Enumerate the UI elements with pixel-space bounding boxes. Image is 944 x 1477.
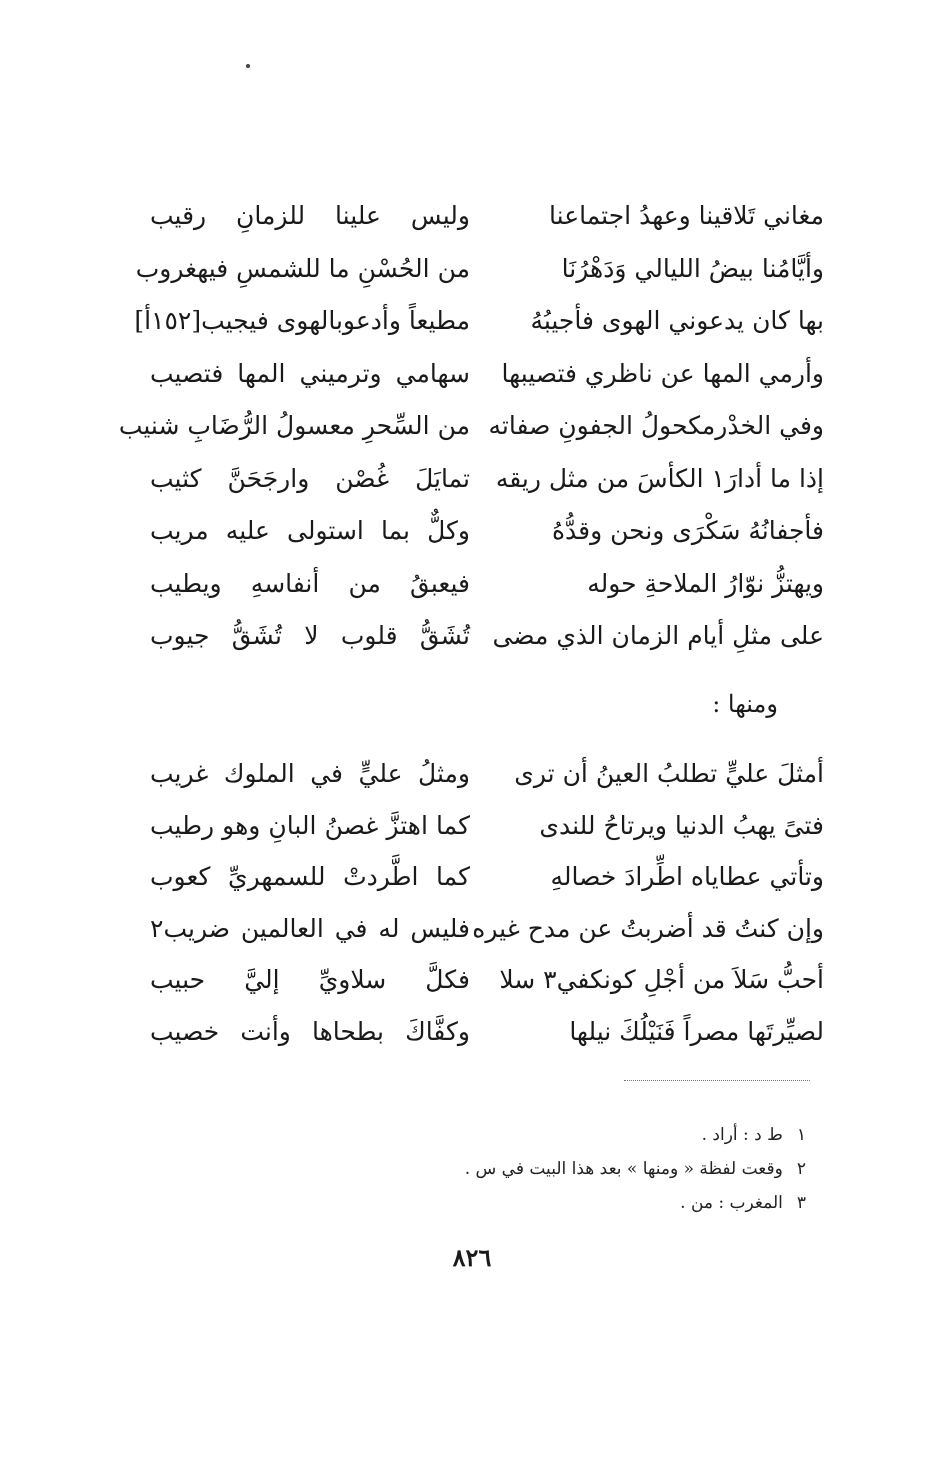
verse-first-hemistich: وفي الخدْرمكحولُ الجفونِ صفاته: [488, 411, 824, 440]
verse-first-hemistich: وإن كنتُ قد أضربتُ عن مدح غيره: [472, 913, 824, 943]
poem-stanza-2: [140, 754, 824, 1063]
footnote: [246, 1186, 806, 1220]
verse-first-hemistich: وأرمي المها عن ناظري فتصيبها: [501, 358, 824, 388]
verse-first-hemistich: مغاني تَلاقينا وعهدُ اجتماعنا: [549, 201, 824, 230]
verse-line: [140, 754, 824, 806]
verse-second-hemistich: تمايَلَ غُصْن وارجَحَنَّ كثيب: [150, 463, 470, 493]
verse-line: [140, 960, 824, 1012]
footnote: [246, 1152, 806, 1186]
verse-first-hemistich: لصيِّرتَها مصراً فَنَيْلُكَ نيلها: [569, 1016, 824, 1046]
ink-dot: [246, 64, 250, 68]
verse-first-hemistich: إذا ما أدارَ١ الكأسَ من مثل ريقه: [495, 463, 824, 493]
verse-first-hemistich: فتىً يهبُ الدنيا ويرتاحُ للندى: [539, 810, 824, 840]
verse-line: [135, 249, 824, 302]
verse-second-hemistich: من السِّحرِ معسولُ الرُّضَابِ شنيب: [118, 411, 470, 440]
verse-first-hemistich: وأيَّامُنا بيضُ الليالي وَدَهْرُنَا: [561, 253, 824, 283]
verse-line: [140, 909, 824, 961]
footnote-number: ٣: [796, 1193, 806, 1213]
verse-second-hemistich: وكلٌّ بما استولى عليه مريب: [150, 516, 470, 545]
verse-second-hemistich: ومثلُ عليٍّ في الملوك غريب: [150, 759, 470, 788]
footnote-number: ٢: [796, 1159, 806, 1179]
verse-second-hemistich: من الحُسْنِ ما للشمسِ فيهغروب: [135, 253, 470, 283]
verse-line: [140, 511, 824, 564]
verse-line: [134, 301, 824, 354]
footnote-separator: [624, 1080, 810, 1081]
verse-line: [140, 857, 824, 909]
footnote: [246, 1118, 806, 1152]
verse-second-hemistich: سهامي وترميني المها فتصيب: [150, 358, 470, 388]
footnote-text: وقعت لفظة « ومنها » بعد هذا البيت في س .: [464, 1159, 783, 1179]
verse-first-hemistich: بها كان يدعوني الهوى فأجيبُهُ: [530, 306, 824, 335]
verse-line: [140, 1012, 824, 1064]
verse-second-hemistich: كما اطَّردتْ للسمهريِّ كعوب: [150, 862, 470, 891]
verse-second-hemistich: وليس علينا للزمانِ رقيب: [150, 201, 470, 230]
verse-first-hemistich: وتأتي عطاياه اطِّرادَ خصالهِ: [550, 862, 824, 891]
verse-line: [140, 616, 824, 669]
verse-second-hemistich: كما اهتزَّ غصنُ البانِ وهو رطيب: [150, 810, 470, 840]
poem-stanza-1: [118, 196, 824, 669]
page-number: ٨٢٦: [452, 1243, 492, 1272]
verse-first-hemistich: فأجفانُهُ سَكْرَى ونحن وقدُّهُ: [551, 516, 824, 545]
verse-first-hemistich: على مثلِ أيام الزمان الذي مضى: [492, 621, 824, 650]
verse-second-hemistich: وكفَّاكَ بطحاها وأنت خصيب: [150, 1016, 470, 1046]
footnote-number: ١: [796, 1125, 806, 1145]
section-label: ومنها :: [712, 690, 778, 718]
verse-line: [140, 354, 824, 407]
verse-first-hemistich: ويهتزُّ نوّارُ الملاحةِ حوله: [587, 568, 824, 598]
verse-second-hemistich: فكلَّ سلاويِّ إليَّ حبيب: [150, 965, 470, 994]
footnote-text: ط د : أراد .: [701, 1125, 783, 1145]
footnotes: [246, 1118, 806, 1220]
verse-line: [118, 406, 824, 459]
verse-first-hemistich: أحبُّ سَلاَ من أجْلِ كونكفي٣ سلا: [499, 965, 824, 994]
verse-first-hemistich: أمثلَ عليٍّ تطلبُ العينُ أن ترى: [514, 759, 824, 788]
verse-second-hemistich: فيعبقُ من أنفاسهِ ويطيب: [150, 568, 470, 598]
verse-line: [140, 564, 824, 617]
verse-line: [140, 459, 824, 512]
verse-second-hemistich: مطيعاً وأدعوبالهوى فيجيب[١٥٢أ]: [134, 306, 470, 335]
verse-second-hemistich: فليس له في العالمين ضريب٢: [150, 913, 470, 943]
footnote-text: المغرب : من .: [680, 1193, 783, 1213]
verse-second-hemistich: تُشَقُّ قلوب لا تُشَقُّ جيوب: [150, 621, 470, 650]
verse-line: [140, 196, 824, 249]
verse-line: [140, 806, 824, 858]
